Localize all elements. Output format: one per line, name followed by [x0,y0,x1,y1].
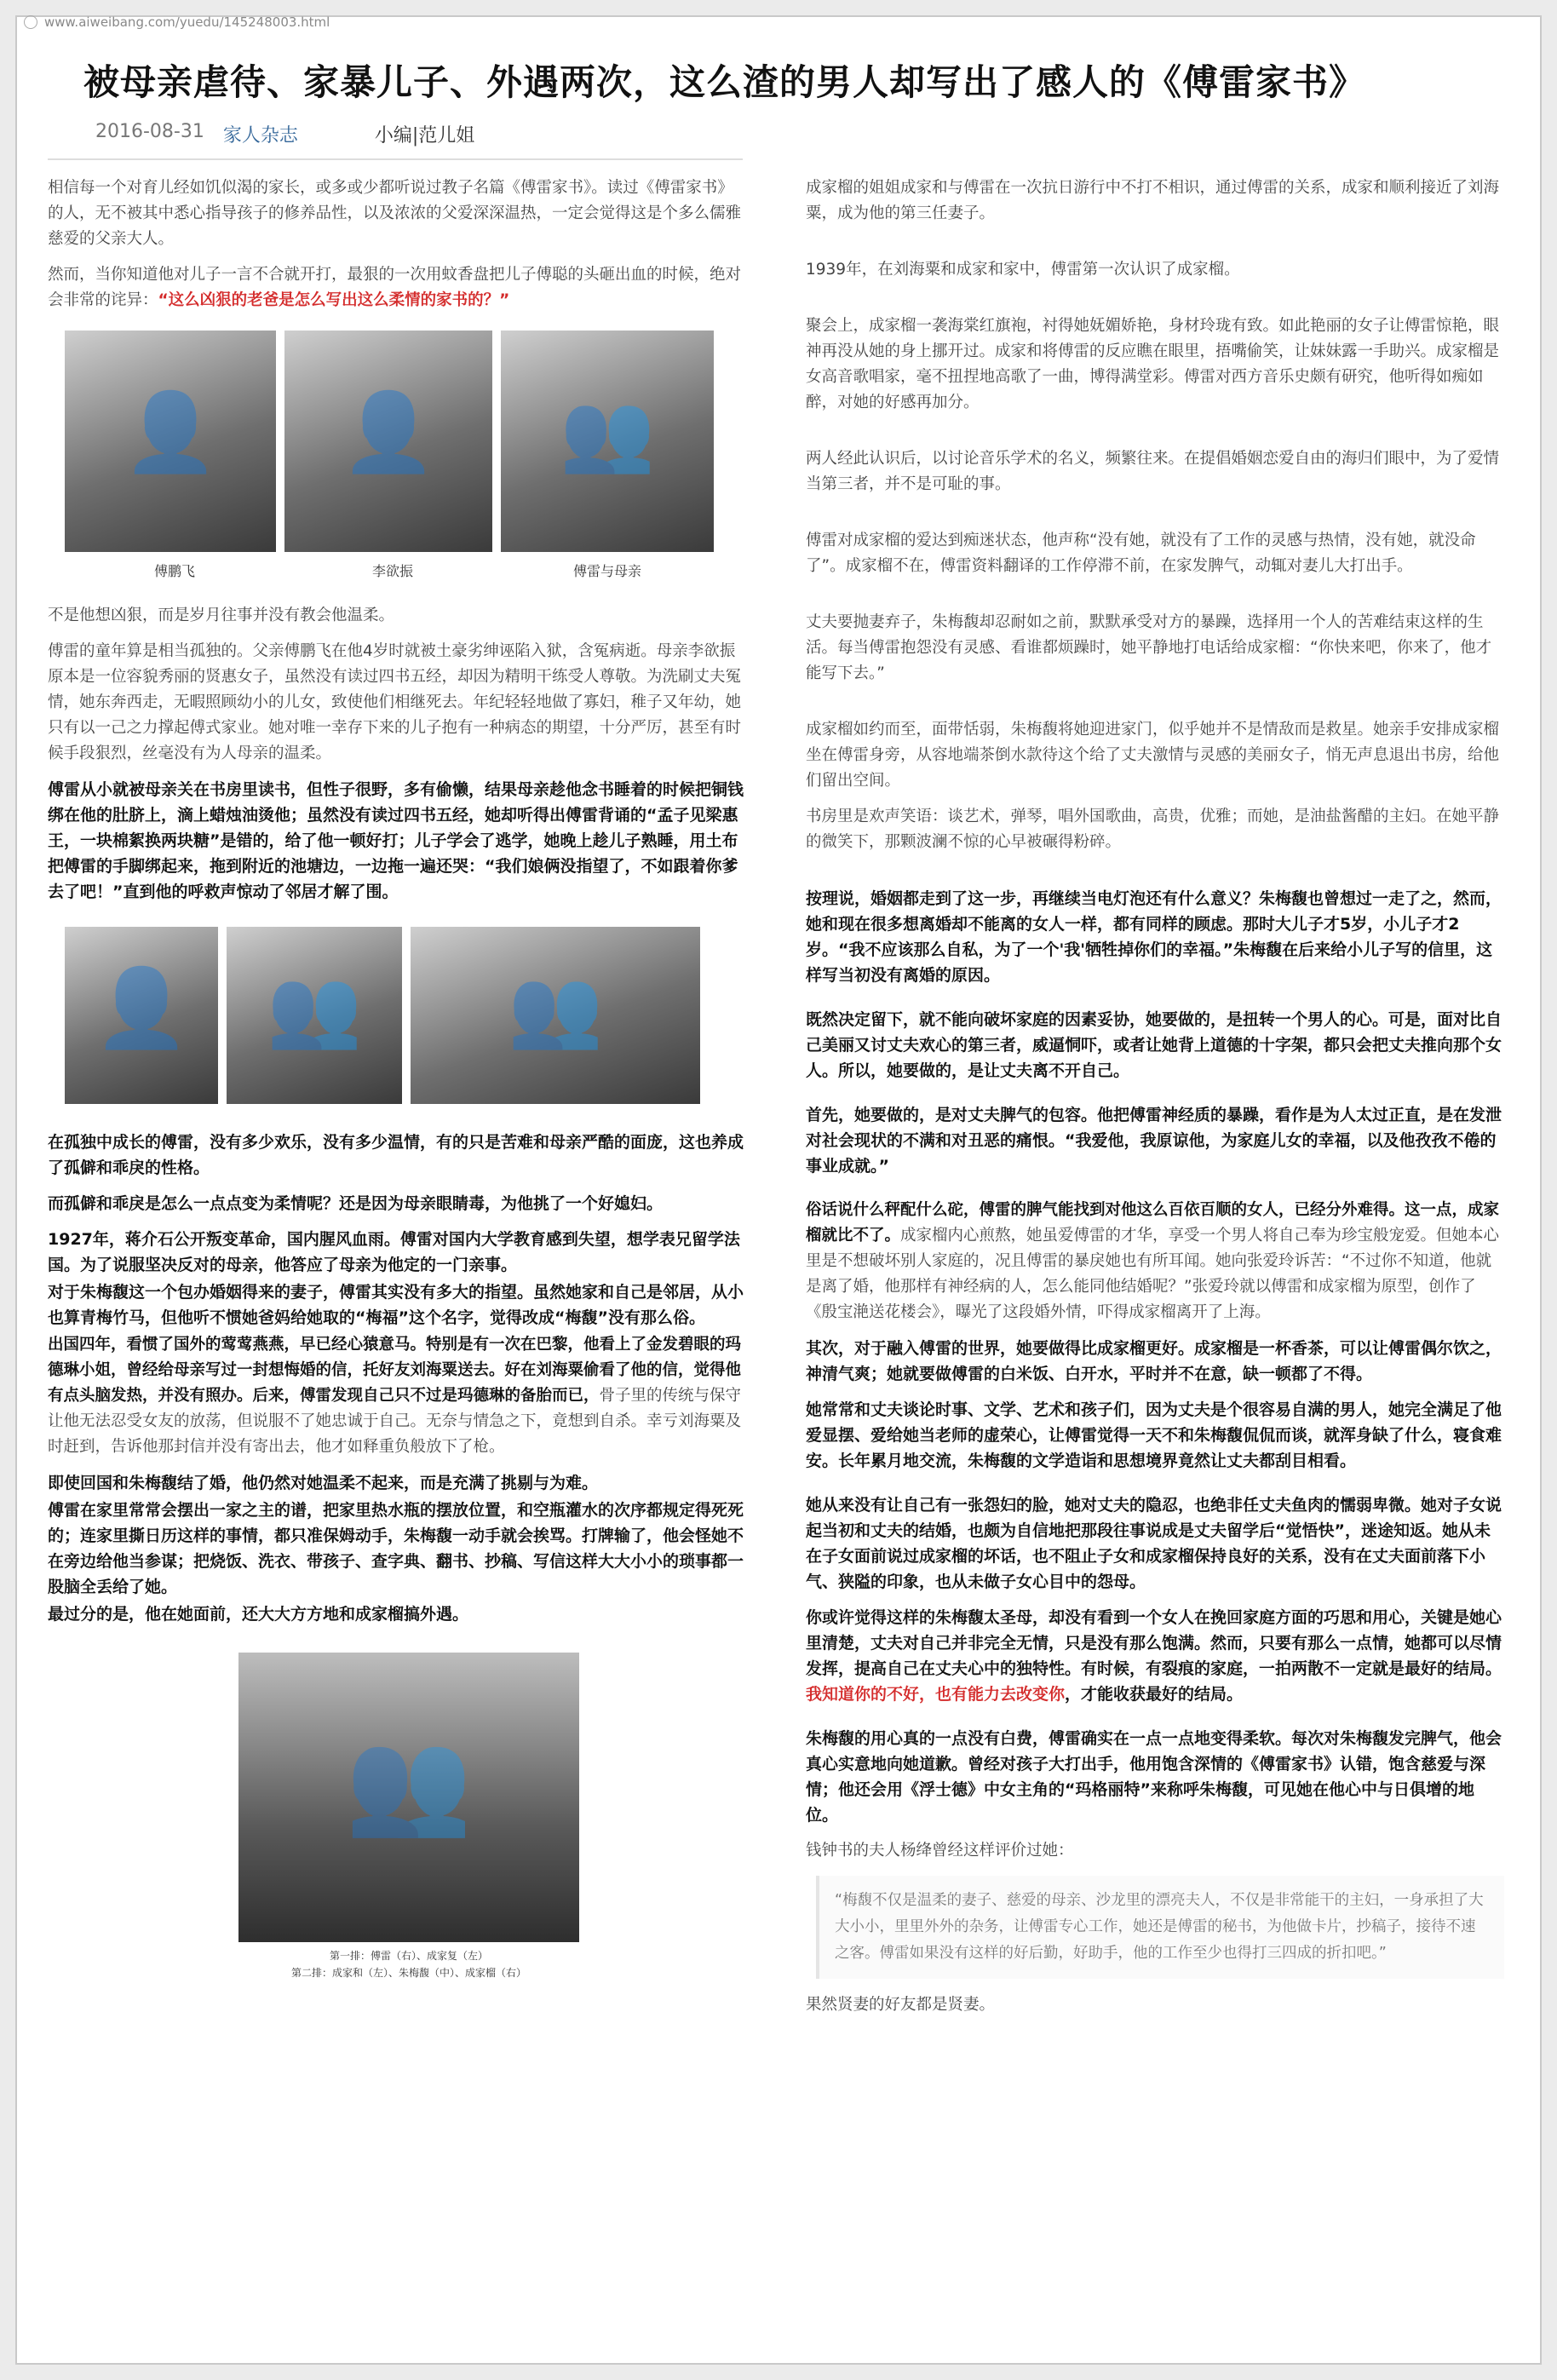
paragraph: 1927年，蒋介石公开叛变革命，国内腥风血雨。傅雷对国内大学教育感到失望，想学表兄留学法国。为了说服坚决反对的母亲，他答应了母亲为他定的一门亲事。 [48,1230,740,1274]
paragraph: 她常常和丈夫谈论时事、文学、艺术和孩子们，因为丈夫是个很容易自满的男人，她完全满足了他爱显摆、爱给她当老师的虚荣心，让傅雷觉得一天不和朱梅馥侃侃而谈，就浑身缺了什么，寝食难安。长年累月地交流，朱梅馥的文学造诣和思想境界竟然让丈夫都刮目相看。 [806,1400,1502,1470]
paragraph: 即使回国和朱梅馥结了婚，他仍然对她温柔不起来，而是充满了挑剔与为难。 [48,1474,599,1492]
paragraph: 书房里是欢声笑语：谈艺术，弹琴，唱外国歌曲，高贵，优雅；而她，是油盐酱醋的主妇。在她平静的微笑下，那颗波澜不惊的心早被碾得粉碎。 [806,808,1500,851]
paragraph: 俗话说什么秤配什么砣，傅雷的脾气能找到对他这么百依百顺的女人，已经分外难得。这一点，成家榴就比不了。成家榴内心煎熬，她虽爱傅雷的才华，享受一个男人将自己奉为珍宝般宠爱。但她本心里是不想破坏别人家庭的，况且傅雷的暴戾她也有所耳闻。她向张爱玲诉苦：“不过你不知道，他就是离了婚，他那样有神经病的人，怎么能同他结婚呢？”张爱玲就以傅雷和成家榴为原型，创作了《殷宝滟送花楼会》，曝光了这段婚外情，吓得成家榴离开了上海。 [806,1201,1500,1321]
paragraph: 钱钟书的夫人杨绛曾经这样评价过她： [806,1842,1074,1860]
paragraph: 其次，对于融入傅雷的世界，她要做得比成家榴更好。成家榴是一杯香茶，可以让傅雷偶尔饮之，神清气爽；她就要做傅雷的白米饭、白开水，平时并不在意，缺一顿都了不得。 [806,1339,1502,1383]
address-bar[interactable] [24,10,330,34]
person-icon: 👥 [507,963,604,1053]
paragraph: 傅雷从小就被母亲关在书房里读书，但性子很野，多有偷懒，结果母亲趁他念书睡着的时候把铜钱绑在他的肚脐上，滴上蜡烛油烫他；虽然没有读过四书五经，她却听得出傅雷背诵的“孟子见梁惠王，一块棉絮换两块糖”是错的，给了他一顿好打；儿子学会了逃学，她晚上趁儿子熟睡，用土布把傅雷的手脚绑起来，拖到附近的池塘边，一边拖一遍还哭：“我们娘俩没指望了，不如跟着你爹去了吧！”直到他的呼救声惊动了邻居才解了围。 [48,780,744,901]
photo-captions [65,559,746,584]
article-meta [95,121,474,147]
group-icon: 👥 [345,1723,473,1842]
blockquote: “梅馥不仅是温柔的妻子、慈爱的母亲、沙龙里的漂亮夫人，不仅是非常能干的主妇，一身承担了大大小小，里里外外的杂务，让傅雷专心工作，她还是傅雷的秘书，为他做卡片，抄稿子，接待不速之客。傅雷如果没有这样的好后勤，好助手，他的工作至少也得打三四成的折扣吧。” [816,1876,1504,1979]
person-icon: 👥 [266,963,363,1053]
highlight-sentence: 我知道你的不好，也有能力去改变你 [806,1685,1066,1704]
photo-group [238,1653,579,1942]
photo-fu-lei-writing [411,927,700,1104]
paragraph: 傅雷的童年算是相当孤独的。父亲傅鹏飞在他4岁时就被土豪劣绅诬陷入狱，含冤病逝。母亲李欲振原本是一位容貌秀丽的贤惠女子，虽然没有读过四书五经，却因为精明干练受人尊敬。为洗刷丈夫冤情，她东奔西走，无暇照顾幼小的儿女，致使他们相继死去。年纪轻轻地做了寡妇，稚子又年幼，她只有以一己之力撑起傅式家业。她对唯一幸存下来的儿子抱有一种病态的期望，十分严厉，甚至有时候手段狠烈，丝毫没有为人母亲的温柔。 [48,642,742,762]
highlight-quote: “这么凶狠的老爸是怎么写出这么柔情的家书的？” [158,291,510,309]
url-text[interactable]: www.aiweibang.com/yuedu/145248003.html [44,14,330,30]
photo-wedding [227,927,402,1104]
paragraph: 聚会上，成家榴一袭海棠红旗袍，衬得她妩媚娇艳，身材玲珑有致。如此艳丽的女子让傅雷惊艳，眼神再没从她的身上挪开过。成家和将傅雷的反应瞧在眼里，捂嘴偷笑，让妹妹露一手助兴。成家榴是女高音歌唱家，毫不扭捏地高歌了一曲，博得满堂彩。傅雷对西方音乐史颇有研究，他听得如痴如醉，对她的好感再加分。 [806,317,1500,411]
paragraph: 最过分的是，他在她面前，还大大方方地和成家榴搞外遇。 [48,1605,469,1624]
person-icon: 👥 [559,387,656,477]
paragraph: 丈夫要抛妻弃子，朱梅馥却忍耐如之前，默默承受对方的暴躁，选择用一个人的苦难结束这样的生活。每当傅雷抱怨没有灵感、看谁都烦躁时，她平静地打电话给成家榴：“你快来吧，你来了，他才能写下去。” [806,613,1492,682]
photo-fu-lei-mother [501,331,714,552]
caption-line: 第二排：成家和（左）、朱梅馥（中）、成家榴（右） [290,1967,526,1979]
paragraph: 两人经此认识后，以讨论音乐学术的名义，频繁往来。在提倡婚姻恋爱自由的海归们眼中，为了爱情当第三者，并不是可耻的事。 [806,450,1500,493]
paragraph: 果然贤妻的好友都是贤妻。 [806,1996,996,2014]
paragraph: 相信每一个对育儿经如饥似渴的家长，或多或少都听说过教子名篇《傅雷家书》。读过《傅雷家书》的人，无不被其中悉心指导孩子的修养品性，以及浓浓的父爱深深温热，一定会觉得这是个多么儒雅慈爱的父亲大人。 [48,179,742,248]
paragraph: 1939年，在刘海粟和成家和家中，傅雷第一次认识了成家榴。 [806,261,1240,279]
paragraph: 成家榴如约而至，面带恬弱，朱梅馥将她迎进家门，似乎她并不是情敌而是救星。她亲手安排成家榴坐在傅雷身旁，从容地端茶倒水款待这个给了丈夫激情与灵感的美丽女子，悄无声息退出书房，给他们留出空间。 [806,721,1500,790]
title-divider [48,158,743,160]
paragraph: 朱梅馥的用心真的一点没有白费，傅雷确实在一点一点地变得柔软。每次对朱梅馥发完脾气，他会真心实意地向她道歉。曾经对孩子大打出手，他用饱含深情的《傅雷家书》认错，饱含慈爱与深情；他还会用《浮士德》中女主角的“玛格丽特”来称呼朱梅馥，可见她在他心中与日俱增的地位。 [806,1729,1502,1825]
paragraph: 你或许觉得这样的朱梅馥太圣母，却没有看到一个女人在挽回家庭方面的巧思和用心，关键是她心里清楚，丈夫对自己并非完全无情，只是没有那么饱满。然而，只要有那么一点情，她都可以尽情发挥，提高自己在丈夫心中的独特性。有时候，有裂痕的家庭，一拍两散不一定就是最好的结局。我知道你的不好，也有能力去改变你，才能收获最好的结局。 [806,1608,1502,1704]
photo-row-family [65,331,746,552]
caption: 傅鹏飞 [153,563,195,579]
photo-fu-pengfei [65,331,276,552]
paragraph: 而孤僻和乖戾是怎么一点点变为柔情呢？还是因为母亲眼睛毒，为他挑了一个好媳妇。 [48,1194,664,1213]
author: 小编|范儿姐 [374,125,475,147]
group-photo-caption [238,1947,579,1981]
paragraph: 首先，她要做的，是对丈夫脾气的包容。他把傅雷神经质的暴躁，看作是为人太过正直，是在发泄对社会现状的不满和对丑恶的痛恨。“我爱他，我原谅他，为家庭儿女的幸福，以及他孜孜不倦的事业成就。” [806,1106,1502,1176]
paragraph: 对于朱梅馥这一个包办婚姻得来的妻子，傅雷其实没有多大的指望。虽然她家和自己是邻居，从小也算青梅竹马，但他听不惯她爸妈给她取的“梅福”这个名字，觉得改成“梅馥”没有那么俗。 [48,1283,744,1327]
paragraph: 然而，当你知道他对儿子一言不合就开打，最狠的一次用蚊香盘把儿子傅聪的头砸出血的时候，绝对会非常的诧异：“这么凶狠的老爸是怎么写出这么柔情的家书的？” [48,266,742,309]
person-icon: 👤 [122,387,219,477]
caption: 傅雷与母亲 [572,563,641,579]
photo-row-fu-lei [65,927,746,1104]
paragraph: 出国四年，看惯了国外的莺莺燕燕，早已经心猿意马。特别是有一次在巴黎，他看上了金发碧眼的玛德琳小姐，曾经给母亲写过一封想悔婚的信，托好友刘海粟送去。好在刘海粟偷看了他的信，觉得他有点头脑发热，并没有照办。后来，傅雷发现自己只不过是玛德琳的备胎而已，骨子里的传统与保守让他无法忍受女友的放荡，但说服不了她忠诚于自己。无奈与情急之下，竟想到自杀。幸亏刘海粟及时赶到，告诉他那封信并没有寄出去，他才如释重负般放下了枪。 [48,1336,742,1456]
paragraph: 按理说，婚姻都走到了这一步，再继续当电灯泡还有什么意义？朱梅馥也曾想过一走了之，然而，她和现在很多想离婚却不能离的女人一样，都有同样的顾虑。那时大儿子才5岁，小儿子才2岁。“我不应该那么自私，为了一个'我'牺牲掉你们的幸福。”朱梅馥在后来给小儿子写的信里，这样写当初没有离婚的原因。 [806,889,1502,985]
article-title: 被母亲虐待、家暴儿子、外遇两次，这么渣的男人却写出了感人的《傅雷家书》 [83,61,1366,103]
paragraph: 成家榴的姐姐成家和与傅雷在一次抗日游行中不打不相识，通过傅雷的关系，成家和顺利接近了刘海粟，成为他的第三任妻子。 [806,179,1500,222]
right-column [806,175,1504,2028]
paragraph: 不是他想凶狠，而是岁月往事并没有教会他温柔。 [48,606,395,624]
magazine-link[interactable]: 家人杂志 [222,125,298,147]
publish-date: 2016-08-31 [95,121,204,142]
caption: 李欲振 [371,563,413,579]
paragraph: 既然决定留下，就不能向破坏家庭的因素妥协，她要做的，是扭转一个男人的心。可是，面对比自己美丽又讨丈夫欢心的第三者，威逼恫吓，或者让她背上道德的十字架，都只会把丈夫推向那个女人。所以，她要做的，是让丈夫离不开自己。 [806,1010,1502,1080]
paragraph: 傅雷对成家榴的爱达到痴迷状态，他声称“没有她，就没有了工作的灵感与热情，没有她，就没命了”。成家榴不在，傅雷资料翻译的工作停滞不前，在家发脾气，动辄对妻儿大打出手。 [806,532,1476,575]
paragraph: 傅雷在家里常常会摆出一家之主的谱，把家里热水瓶的摆放位置，和空瓶灌水的次序都规定得死死的；连家里撕日历这样的事情，都只准保姆动手，朱梅馥一动手就会挨骂。打牌输了，他会怪她不在旁边给他当参谋；把烧饭、洗衣、带孩子、查字典、翻书、抄稿、写信这样大大小小的琐事都一股脑全丢给了她。 [48,1501,744,1596]
photo-fu-lei-portrait [65,927,218,1104]
left-column [48,175,746,1981]
paragraph: 在孤独中成长的傅雷，没有多少欢乐，没有多少温情，有的只是苦难和母亲严酷的面庞，这也养成了孤僻和乖戾的性格。 [48,1133,744,1177]
photo-li-yuzhen [284,331,492,552]
paragraph: 她从来没有让自己有一张怨妇的脸，她对丈夫的隐忍，也绝非任丈夫鱼肉的懦弱卑微。她对子女说起当初和丈夫的结婚，也颇为自信地把那段往事说成是丈夫留学后“觉悟快”，迷途知返。她从未在子女面前说过成家榴的坏话，也不阻止子女和成家榴保持良好的关系，没有在丈夫面前落下小气、狭隘的印象，也从未做子女心目中的怨母。 [806,1496,1502,1591]
person-icon: 👤 [93,963,190,1053]
globe-icon [24,15,37,29]
person-icon: 👤 [340,387,437,477]
caption-line: 第一排：傅雷（右）、成家复（左） [329,1950,488,1962]
